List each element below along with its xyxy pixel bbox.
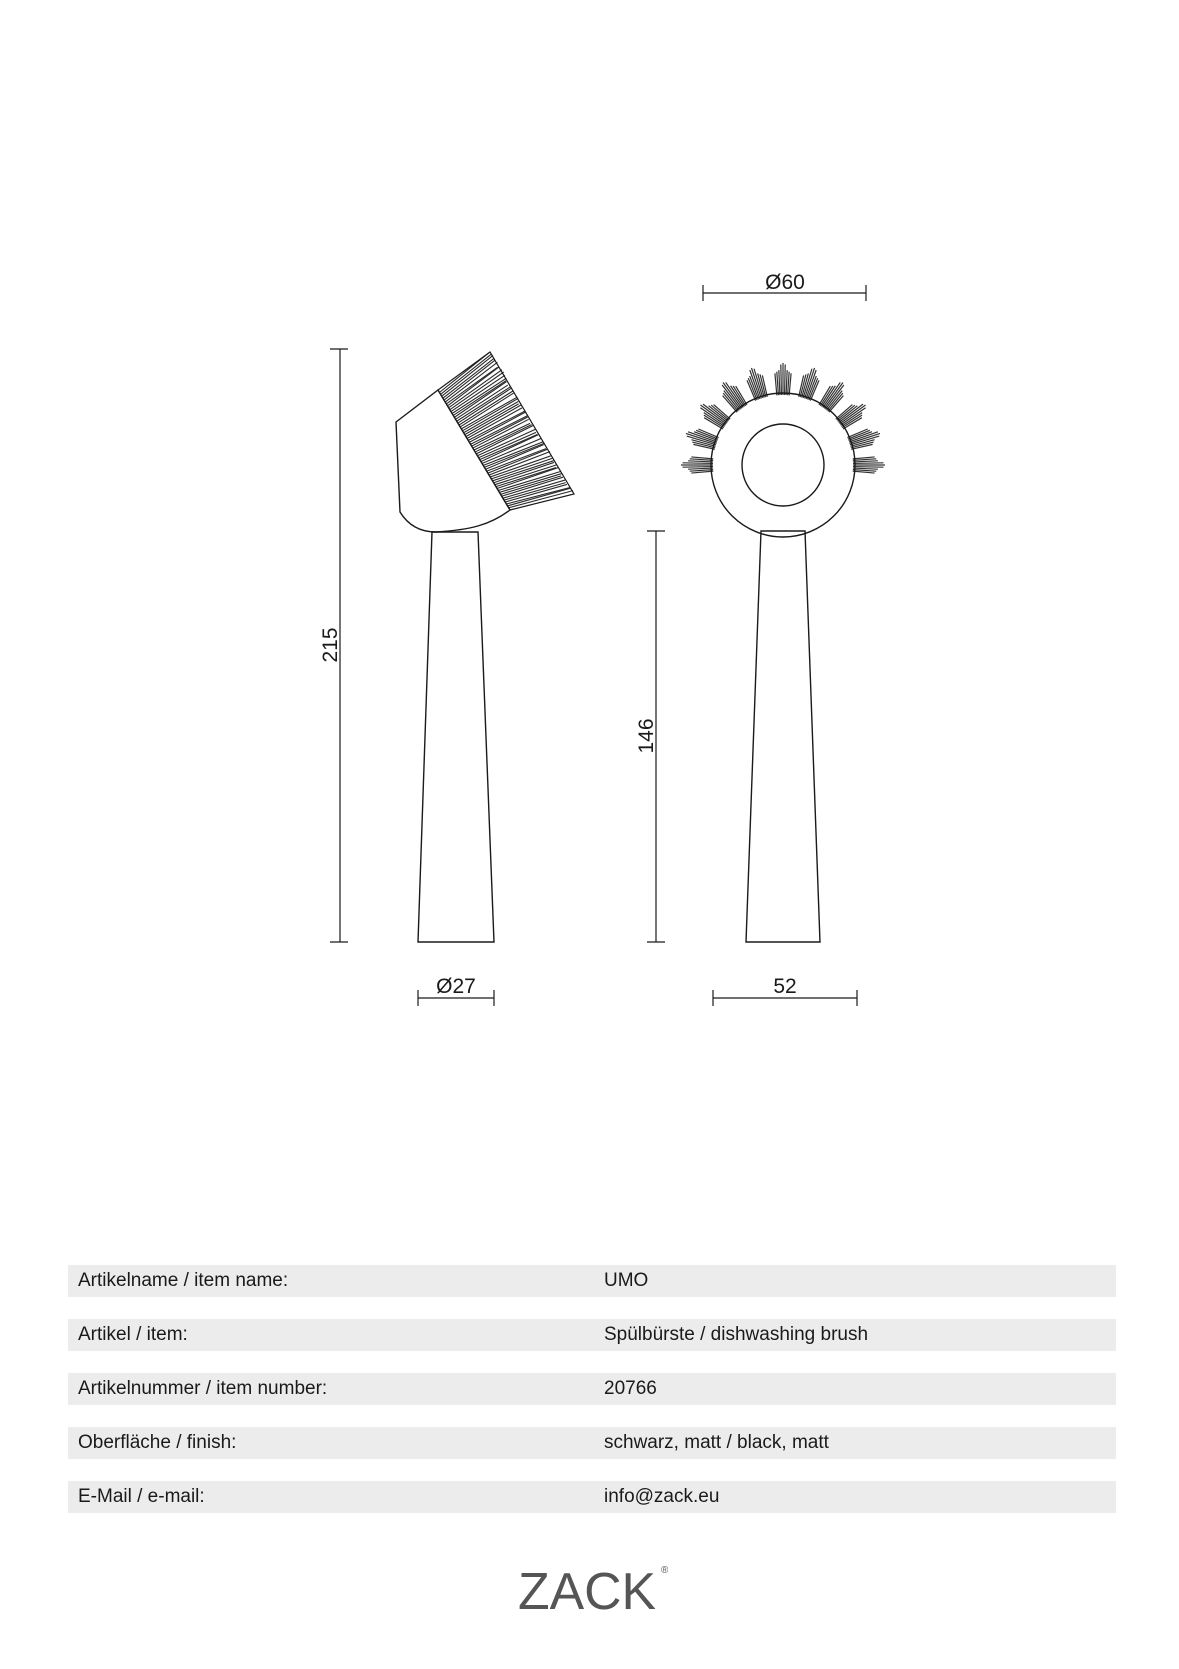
spec-value: UMO <box>604 1270 649 1291</box>
dim-27-label: Ø27 <box>436 975 476 998</box>
dim-head-width <box>713 975 857 1006</box>
spec-value: Spülbürste / dishwashing brush <box>604 1324 869 1345</box>
bristle-stroke <box>691 471 713 473</box>
bristle-stroke <box>441 354 492 394</box>
side-bristles <box>438 352 574 510</box>
spec-label: Oberfläche / finish: <box>78 1432 237 1453</box>
spec-row-item <box>68 1319 1116 1351</box>
spec-value: schwarz, matt / black, matt <box>604 1432 829 1453</box>
side-view <box>319 349 574 1006</box>
dim-215 <box>319 349 348 942</box>
bristle-stroke <box>683 463 713 464</box>
bristle-stroke <box>508 491 573 508</box>
bristle-stroke <box>775 373 777 395</box>
bristle-stroke <box>779 370 780 395</box>
bristle-stroke <box>853 467 883 468</box>
spec-label: Artikelname / item name: <box>78 1270 289 1291</box>
bristle-stroke <box>505 484 567 502</box>
spec-row-finish <box>68 1427 1116 1459</box>
side-handle-outline <box>418 532 494 942</box>
spec-row-item-name <box>68 1265 1116 1297</box>
bristle-stroke <box>781 365 782 395</box>
bristle-stroke <box>853 468 878 469</box>
dim-head-diameter <box>703 271 866 301</box>
dim-146 <box>635 531 665 942</box>
spec-value: 20766 <box>604 1378 657 1399</box>
bristle-stroke <box>853 463 883 464</box>
dim-60-label: Ø60 <box>765 271 805 294</box>
dim-handle-diameter <box>418 975 494 1006</box>
bristle-stroke <box>853 461 878 462</box>
front-head-inner <box>742 424 824 506</box>
dim-146-label: 146 <box>635 718 658 754</box>
logo-text: ZACK <box>518 1563 657 1615</box>
bristle-stroke <box>683 467 713 468</box>
bristle-stroke <box>853 471 875 473</box>
dim-215-label: 215 <box>319 627 342 663</box>
spec-row-item-number <box>68 1373 1116 1405</box>
bristle-stroke <box>691 457 713 459</box>
bristle-stroke <box>785 365 786 395</box>
bristle-stroke <box>688 468 713 469</box>
front-handle-outline <box>746 531 820 942</box>
spec-table <box>68 1265 1116 1535</box>
spec-row-email <box>68 1481 1116 1513</box>
bristle-stroke <box>789 373 791 395</box>
spec-label: Artikel / item: <box>78 1324 188 1345</box>
bristle-stroke <box>853 457 875 459</box>
front-head-outer <box>711 393 855 537</box>
bristle-stroke <box>443 358 494 398</box>
spec-value: info@zack.eu <box>604 1486 720 1507</box>
logo-registered-mark: ® <box>661 1565 668 1576</box>
spec-label: Artikelnummer / item number: <box>78 1378 328 1399</box>
bristle-stroke <box>786 370 787 395</box>
bristle-stroke <box>688 461 713 462</box>
front-view <box>635 271 885 1006</box>
dim-52-label: 52 <box>773 975 797 998</box>
zack-logo <box>518 1553 668 1615</box>
spec-label: E-Mail / e-mail: <box>78 1486 205 1507</box>
